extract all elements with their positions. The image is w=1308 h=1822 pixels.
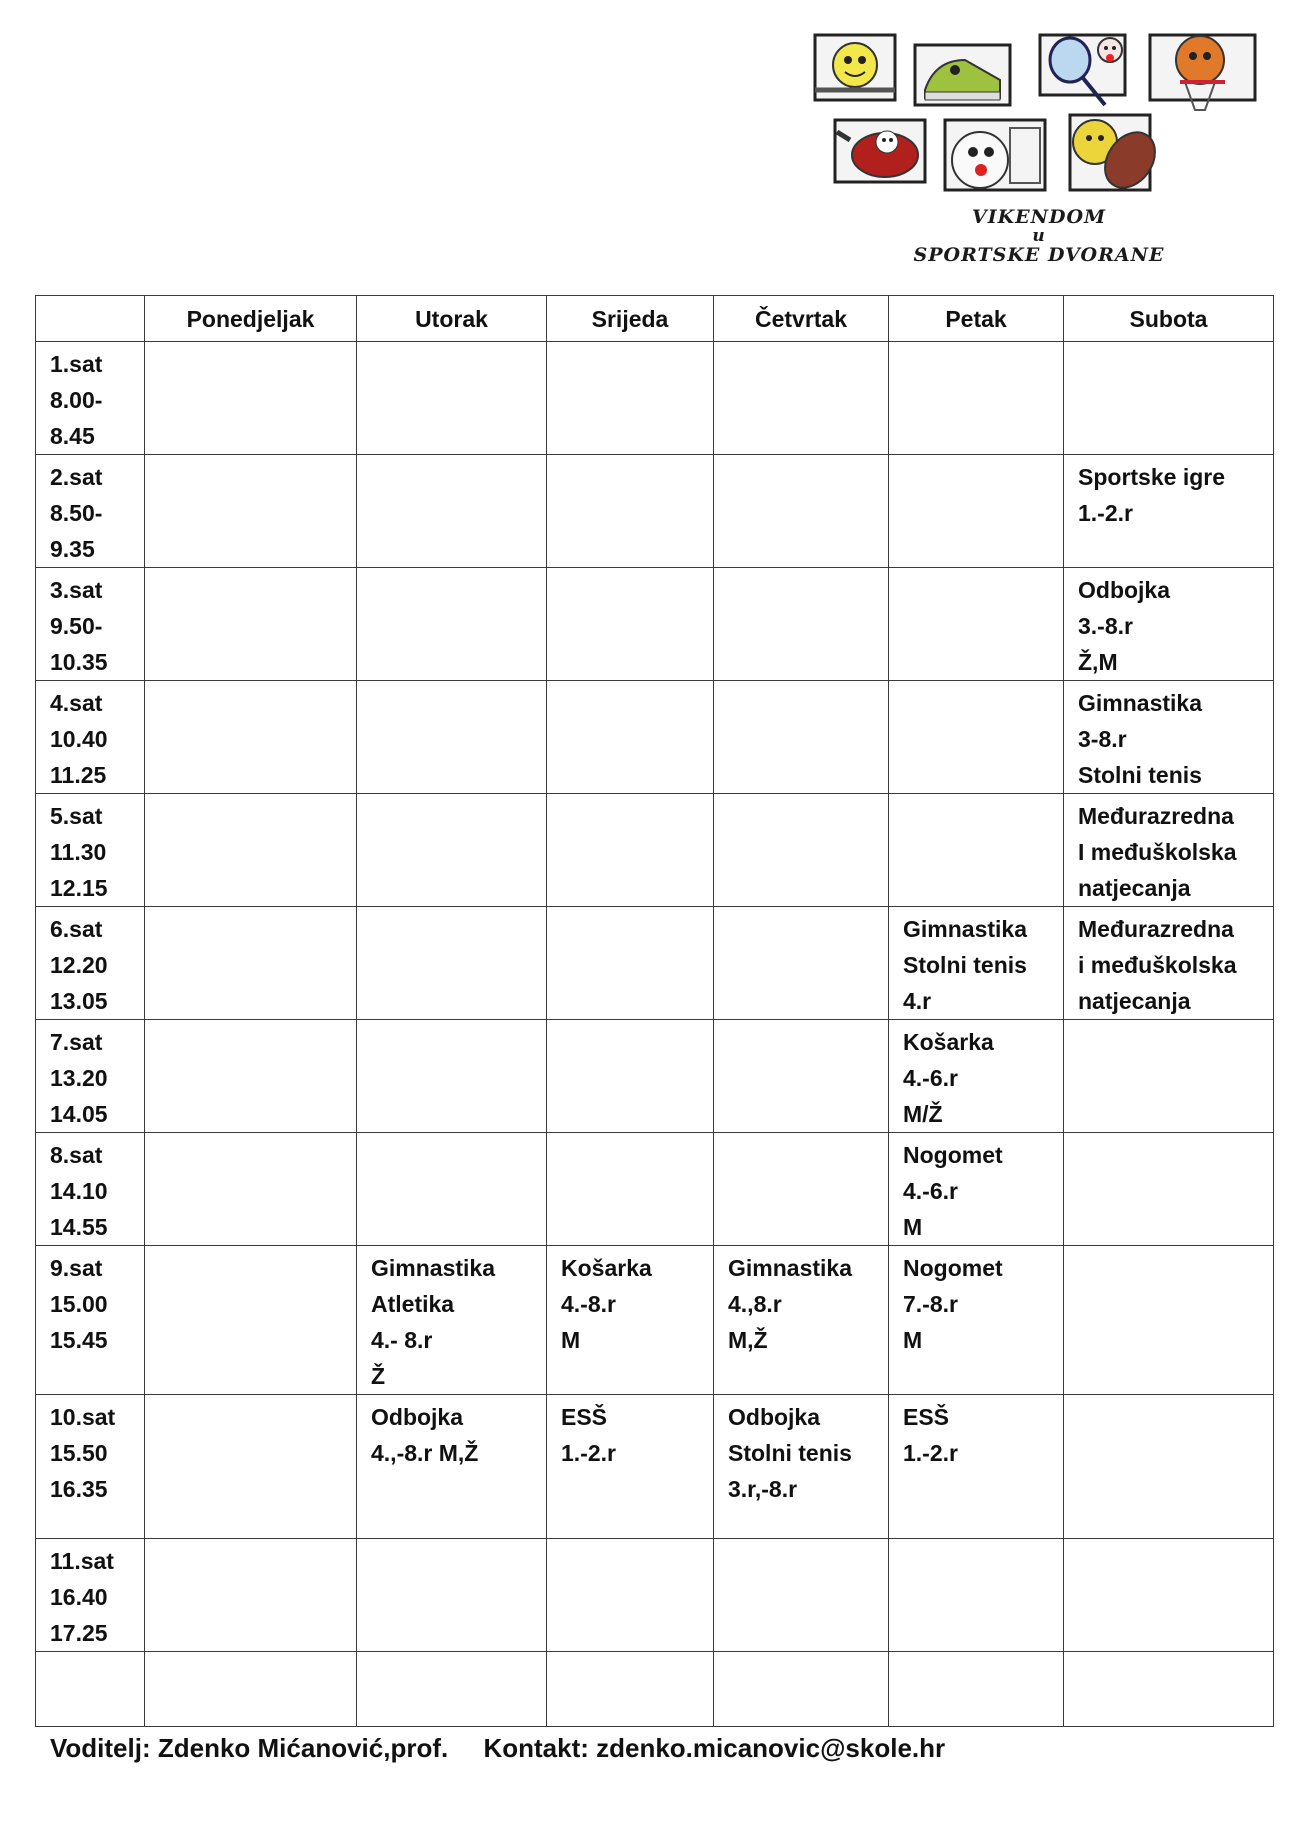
schedule-cell-saturday [1064, 1020, 1274, 1133]
time-slot-cell [36, 568, 145, 681]
activity-line: 1.-2.r [561, 1440, 616, 1466]
time-slot-cell [36, 907, 145, 1020]
activity-line: 4.,-8.r M,Ž [371, 1440, 479, 1466]
schedule-cell-wednesday [547, 1020, 714, 1133]
schedule-cell-friday [889, 1395, 1064, 1539]
logo-line-sportske-dvorane: SPORTSKE DVORANE [913, 244, 1165, 266]
activity-line: Gimnastika [1078, 690, 1202, 716]
table-row [36, 1652, 1274, 1727]
schedule-cell-friday [889, 907, 1064, 1020]
schedule-cell-monday [145, 1246, 357, 1395]
activity-line: Odbojka [371, 1404, 464, 1430]
activity-line: Gimnastika [728, 1255, 852, 1281]
activity-line: Stolni tenis [728, 1440, 852, 1466]
schedule-cell-thursday [714, 342, 889, 455]
schedule-cell-wednesday [547, 342, 714, 455]
schedule-cell-friday [889, 1652, 1064, 1727]
table-row [36, 1020, 1274, 1133]
schedule-cell-saturday [1064, 794, 1274, 907]
activity-line: Odbojka [728, 1404, 821, 1430]
time-slot-line: 5.sat [50, 803, 103, 829]
schedule-cell-friday [889, 1539, 1064, 1652]
schedule-cell-saturday [1064, 1395, 1274, 1539]
time-slot-line: 8.sat [50, 1142, 103, 1168]
activity-line: Odbojka [1078, 577, 1171, 603]
activity-line: ESŠ [561, 1404, 608, 1430]
time-slot-line: 8.50- [50, 500, 103, 526]
schedule-cell-monday [145, 794, 357, 907]
activity-line: 4.r [903, 988, 932, 1014]
footer [50, 1733, 973, 1764]
time-slot-line: 4.sat [50, 690, 103, 716]
activity-line: Atletika [371, 1291, 455, 1317]
schedule-cell-saturday [1064, 568, 1274, 681]
football-goal-icon [945, 120, 1045, 190]
tennis-ball-racket-icon [1070, 115, 1165, 197]
schedule-cell-saturday [1064, 907, 1274, 1020]
schedule-cell-wednesday [547, 1246, 714, 1395]
schedule-cell-tuesday [357, 568, 547, 681]
time-slot-line: 9.50- [50, 613, 103, 639]
table-row [36, 681, 1274, 794]
schedule-cell-friday [889, 1133, 1064, 1246]
schedule-cell-monday [145, 1652, 357, 1727]
weekly-schedule-table [35, 295, 1274, 1727]
schedule-cell-friday [889, 681, 1064, 794]
schedule-cell-thursday [714, 907, 889, 1020]
schedule-cell-tuesday [357, 1652, 547, 1727]
time-slot-line: 8.00- [50, 387, 103, 413]
time-slot-line: 14.55 [50, 1214, 108, 1240]
time-slot-cell [36, 342, 145, 455]
schedule-cell-thursday [714, 1395, 889, 1539]
tennis-net-ball-icon [815, 35, 895, 100]
activity-line: M,Ž [728, 1327, 768, 1353]
activity-line: 4.- 8.r [371, 1327, 433, 1353]
time-slot-line: 11.sat [50, 1548, 114, 1574]
time-slot-line: 12.20 [50, 952, 108, 978]
activity-line: 7.-8.r [903, 1291, 958, 1317]
footer-contact: Kontakt: zdenko.micanovic@skole.hr [483, 1733, 946, 1763]
time-slot-cell [36, 455, 145, 568]
schedule-cell-tuesday [357, 794, 547, 907]
schedule-cell-tuesday [357, 1133, 547, 1246]
activity-line: 3-8.r [1078, 726, 1127, 752]
activity-line: Košarka [903, 1029, 994, 1055]
activity-line: Stolni tenis [903, 952, 1027, 978]
basketball-hoop-icon [1150, 35, 1255, 110]
table-row [36, 907, 1274, 1020]
time-slot-cell [36, 1246, 145, 1395]
activity-line: Sportske igre [1078, 464, 1225, 490]
schedule-cell-friday [889, 1246, 1064, 1395]
footer-leader: Voditelj: Zdenko Mićanović,prof. [50, 1733, 449, 1763]
time-slot-line: 15.50 [50, 1440, 108, 1466]
time-slot-line: 7.sat [50, 1029, 103, 1055]
schedule-cell-thursday [714, 1652, 889, 1727]
activity-line: Nogomet [903, 1255, 1003, 1281]
activity-line: natjecanja [1078, 988, 1191, 1014]
activity-line: Ž,M [1078, 649, 1118, 675]
activity-line: M [903, 1327, 923, 1353]
schedule-cell-monday [145, 1539, 357, 1652]
schedule-cell-monday [145, 1020, 357, 1133]
schedule-cell-wednesday [547, 1395, 714, 1539]
logo-line-u: u [1032, 226, 1046, 246]
time-slot-line: 13.20 [50, 1065, 108, 1091]
schedule-cell-monday [145, 681, 357, 794]
activity-line: Nogomet [903, 1142, 1003, 1168]
schedule-cell-thursday [714, 568, 889, 681]
activity-line: i međuškolska [1078, 952, 1237, 978]
table-row [36, 794, 1274, 907]
activity-line: Ž [371, 1363, 386, 1389]
time-slot-line: 8.45 [50, 423, 95, 449]
schedule-cell-friday [889, 455, 1064, 568]
activity-line: M [903, 1214, 923, 1240]
logo-line-vikendom: VIKENDOM [971, 206, 1107, 228]
schedule-cell-monday [145, 568, 357, 681]
header-saturday: Subota [1064, 296, 1274, 342]
time-slot-line: 11.25 [50, 762, 107, 788]
time-slot-cell [36, 681, 145, 794]
schedule-cell-friday [889, 342, 1064, 455]
schedule-cell-thursday [714, 1133, 889, 1246]
schedule-cell-wednesday [547, 907, 714, 1020]
schedule-cell-thursday [714, 455, 889, 568]
badminton-racket-icon [1040, 35, 1125, 105]
schedule-cell-monday [145, 342, 357, 455]
activity-line: Gimnastika [371, 1255, 495, 1281]
header-tuesday: Utorak [357, 296, 547, 342]
activity-line: Košarka [561, 1255, 652, 1281]
time-slot-cell [36, 1395, 145, 1539]
table-row [36, 342, 1274, 455]
schedule-cell-saturday [1064, 1246, 1274, 1395]
sneaker-icon [915, 45, 1010, 105]
activity-line: 1.-2.r [903, 1440, 958, 1466]
schedule-cell-tuesday [357, 1395, 547, 1539]
header-monday: Ponedjeljak [145, 296, 357, 342]
time-slot-cell [36, 794, 145, 907]
schedule-cell-friday [889, 568, 1064, 681]
schedule-cell-saturday [1064, 455, 1274, 568]
schedule-cell-thursday [714, 681, 889, 794]
sports-logo [805, 20, 1273, 267]
schedule-cell-wednesday [547, 1539, 714, 1652]
activity-line: Međurazredna [1078, 803, 1234, 829]
time-slot-line: 16.40 [50, 1584, 108, 1610]
schedule-cell-monday [145, 455, 357, 568]
table-row [36, 1246, 1274, 1395]
schedule-cell-tuesday [357, 907, 547, 1020]
schedule-cell-saturday [1064, 1133, 1274, 1246]
time-slot-line: 1.sat [50, 351, 103, 377]
time-slot-line: 9.35 [50, 536, 95, 562]
schedule-cell-thursday [714, 1246, 889, 1395]
time-slot-line: 15.00 [50, 1291, 108, 1317]
schedule-cell-thursday [714, 794, 889, 907]
time-slot-line: 6.sat [50, 916, 103, 942]
schedule-cell-tuesday [357, 1539, 547, 1652]
schedule-cell-tuesday [357, 342, 547, 455]
time-slot-line: 17.25 [50, 1620, 108, 1646]
header-row [36, 296, 1274, 342]
time-slot-line: 10.40 [50, 726, 108, 752]
schedule-cell-monday [145, 907, 357, 1020]
time-slot-line: 10.35 [50, 649, 108, 675]
schedule-cell-saturday [1064, 681, 1274, 794]
time-slot-line: 11.30 [50, 839, 107, 865]
schedule-cell-wednesday [547, 568, 714, 681]
time-slot-line: 15.45 [50, 1327, 108, 1353]
time-slot-line: 2.sat [50, 464, 103, 490]
schedule-cell-tuesday [357, 1020, 547, 1133]
table-row [36, 1395, 1274, 1539]
schedule-cell-thursday [714, 1539, 889, 1652]
schedule-cell-friday [889, 794, 1064, 907]
activity-line: M/Ž [903, 1101, 943, 1127]
schedule-cell-wednesday [547, 681, 714, 794]
activity-line: natjecanja [1078, 875, 1191, 901]
time-slot-cell [36, 1652, 145, 1727]
time-slot-line: 14.05 [50, 1101, 108, 1127]
table-row [36, 1133, 1274, 1246]
time-slot-cell [36, 1133, 145, 1246]
activity-line: 4.,8.r [728, 1291, 782, 1317]
table-row [36, 455, 1274, 568]
schedule-cell-saturday [1064, 1652, 1274, 1727]
schedule-cell-thursday [714, 1020, 889, 1133]
schedule-cell-monday [145, 1133, 357, 1246]
activity-line: Međurazredna [1078, 916, 1234, 942]
time-slot-cell [36, 1020, 145, 1133]
schedule-cell-tuesday [357, 681, 547, 794]
activity-line: 4.-8.r [561, 1291, 616, 1317]
activity-line: 4.-6.r [903, 1178, 958, 1204]
time-slot-line: 16.35 [50, 1476, 108, 1502]
header-wednesday: Srijeda [547, 296, 714, 342]
table-row [36, 568, 1274, 681]
schedule-cell-friday [889, 1020, 1064, 1133]
activity-line: 3.-8.r [1078, 613, 1133, 639]
time-slot-line: 9.sat [50, 1255, 103, 1281]
header-thursday: Četvrtak [714, 296, 889, 342]
activity-line: ESŠ [903, 1404, 950, 1430]
time-slot-cell [36, 1539, 145, 1652]
table-tennis-paddle-icon [835, 120, 925, 182]
activity-line: 4.-6.r [903, 1065, 958, 1091]
header-friday: Petak [889, 296, 1064, 342]
schedule-cell-wednesday [547, 455, 714, 568]
table-row [36, 1539, 1274, 1652]
schedule-cell-saturday [1064, 342, 1274, 455]
schedule-cell-wednesday [547, 1652, 714, 1727]
time-slot-line: 12.15 [50, 875, 108, 901]
schedule-cell-monday [145, 1395, 357, 1539]
activity-line: Stolni tenis [1078, 762, 1202, 788]
schedule-cell-tuesday [357, 455, 547, 568]
time-slot-line: 10.sat [50, 1404, 116, 1430]
schedule-cell-wednesday [547, 1133, 714, 1246]
activity-line: I međuškolska [1078, 839, 1237, 865]
schedule-cell-tuesday [357, 1246, 547, 1395]
activity-line: 3.r,-8.r [728, 1476, 798, 1502]
activity-line: M [561, 1327, 581, 1353]
time-slot-line: 13.05 [50, 988, 108, 1014]
time-slot-line: 3.sat [50, 577, 103, 603]
schedule-cell-wednesday [547, 794, 714, 907]
time-slot-line: 14.10 [50, 1178, 108, 1204]
activity-line: Gimnastika [903, 916, 1027, 942]
header-corner [36, 296, 145, 342]
schedule-cell-saturday [1064, 1539, 1274, 1652]
activity-line: 1.-2.r [1078, 500, 1133, 526]
